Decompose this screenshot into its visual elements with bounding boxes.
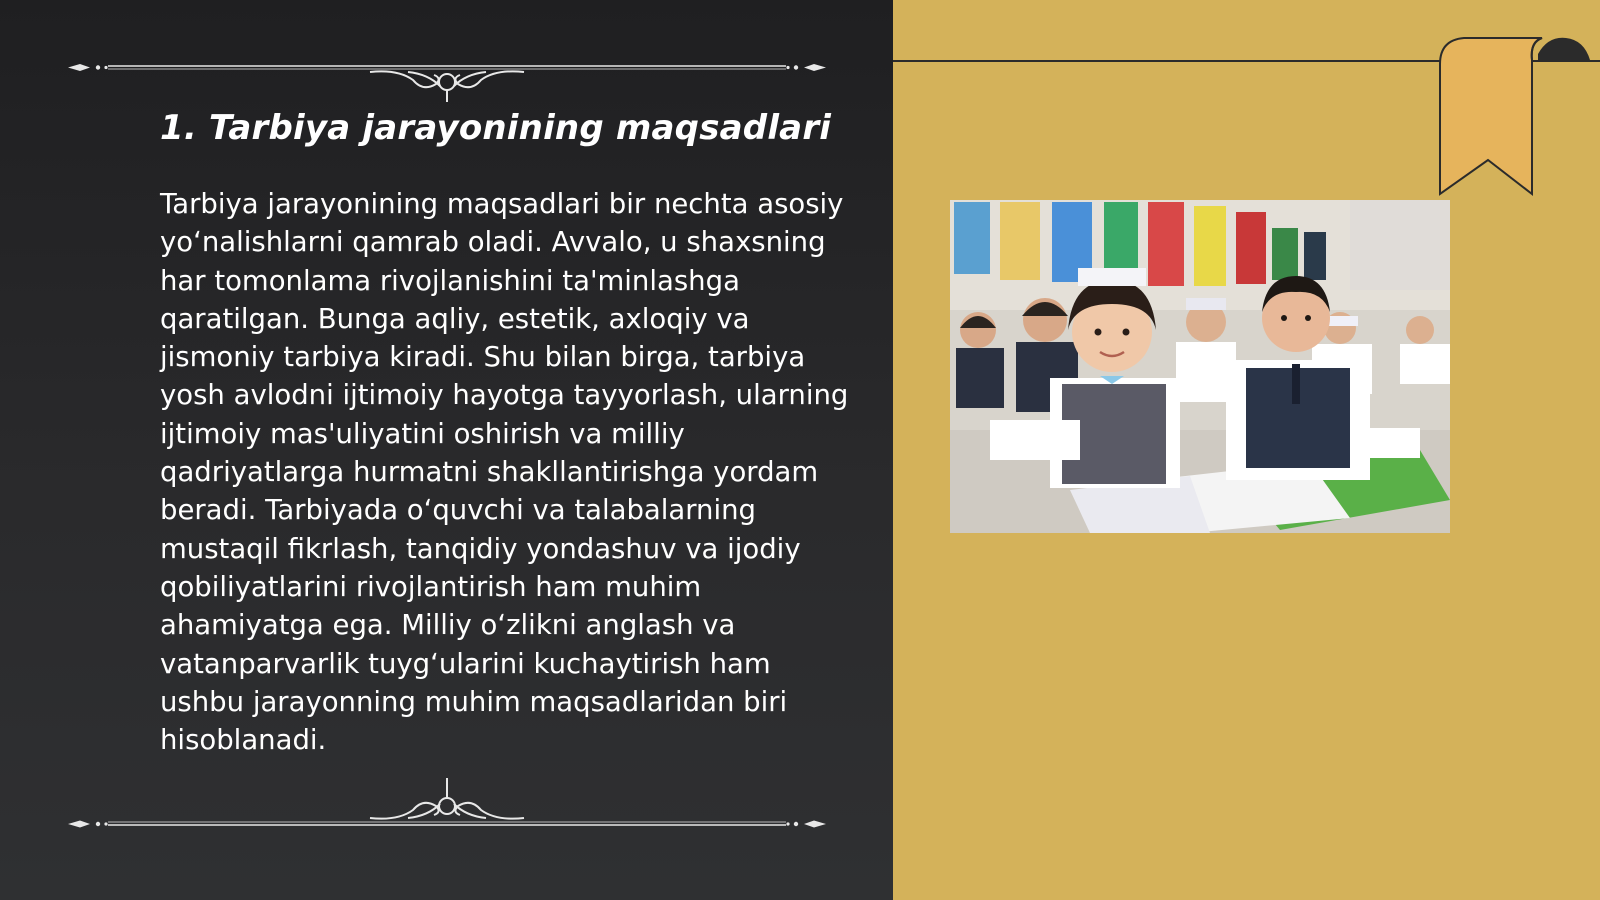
classroom-photo: [950, 200, 1450, 533]
slide-title: 1. Tarbiya jarayonining maqsadlari: [160, 108, 832, 148]
slide-body-text: Tarbiya jarayonining maqsadlari bir nechta asosiy yoʻnalishlarni qamrab oladi. Avvalo, u shaxsning har tomonlama rivojlanishini ta'minlashga qaratilgan. Bunga aqliy, estetik, axloqiy va jismoniy tarbiya kiradi. Shu bilan birga, tarbiya yosh avlodni ijtimoiy hayotga tayyorlash, ularning ijtimoiy mas'uliyatini oshirish va milliy qadriyatlarga hurmatni shakllantirishga yordam beradi. Tarbiyada oʻquvchi va talabalarning mustaqil fikrlash, tanqidiy yondashuv va ijodiy qobiliyatlarini rivojlantirish ham muhim ahamiyatga ega. Milliy oʻzlikni anglash va vatanparvarlik tuygʻularini kuchaytirish ham ushbu jarayonning muhim maqsadlaridan biri hisoblanadi.: [160, 188, 849, 757]
ribbon-bookmark-icon: [1430, 34, 1600, 204]
top-scroll-ornament-icon: [68, 42, 826, 102]
bottom-scroll-ornament-icon: [68, 770, 826, 830]
